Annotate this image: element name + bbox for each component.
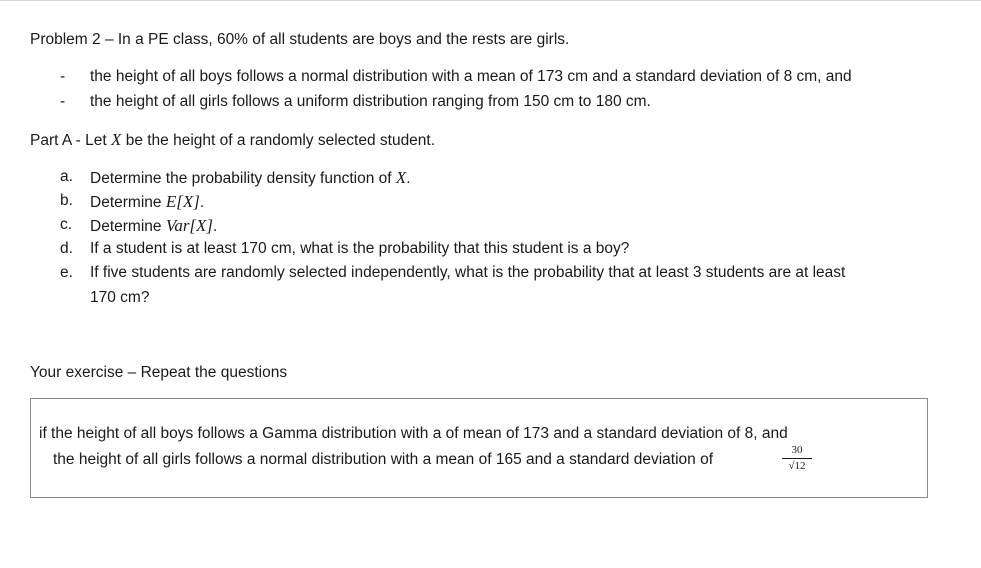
exercise-line2: the height of all girls follows a normal distribution with a mean of 165 and a standard deviation of (53, 451, 713, 468)
bullet-girls-text: the height of all girls follows a uniform distribution ranging from 150 cm to 180 cm. (90, 93, 651, 110)
item-b-text: Determine E[X]. (90, 192, 205, 211)
item-marker-b: b. (60, 192, 73, 209)
item-c-text: Determine Var[X]. (90, 216, 218, 235)
bullet-marker: - (60, 93, 66, 110)
item-d-text: If a student is at least 170 cm, what is the probability that this student is a boy? (90, 240, 630, 257)
item-marker-c: c. (60, 216, 73, 233)
item-marker-e: e. (60, 264, 73, 281)
item-e-text-line1: If five students are randomly selected independently, what is the probability that at least 3 students are at least (90, 264, 846, 281)
part-a-intro: Part A - Let X be the height of a randomly selected student. (30, 130, 436, 149)
item-a-text: Determine the probability density function of X. (90, 168, 411, 187)
exercise-line1: if the height of all boys follows a Gamma distribution with a of mean of 173 and a standard deviation of 8, and (39, 425, 788, 442)
bullet-boys-text: the height of all boys follows a normal distribution with a mean of 173 cm and a standard deviation of 8 cm, and (90, 68, 852, 85)
problem-title: Problem 2 – In a PE class, 60% of all students are boys and the rests are girls. (30, 31, 570, 48)
top-divider (0, 0, 981, 1)
item-marker-a: a. (60, 168, 73, 185)
exercise-heading: Your exercise – Repeat the questions (30, 364, 288, 381)
fraction-denominator: √12 (788, 460, 806, 472)
bullet-marker: - (60, 68, 66, 85)
fraction-numerator: 30 (782, 444, 812, 459)
item-e-text-line2: 170 cm? (90, 289, 150, 306)
item-marker-d: d. (60, 240, 73, 257)
std-dev-fraction (782, 444, 812, 473)
